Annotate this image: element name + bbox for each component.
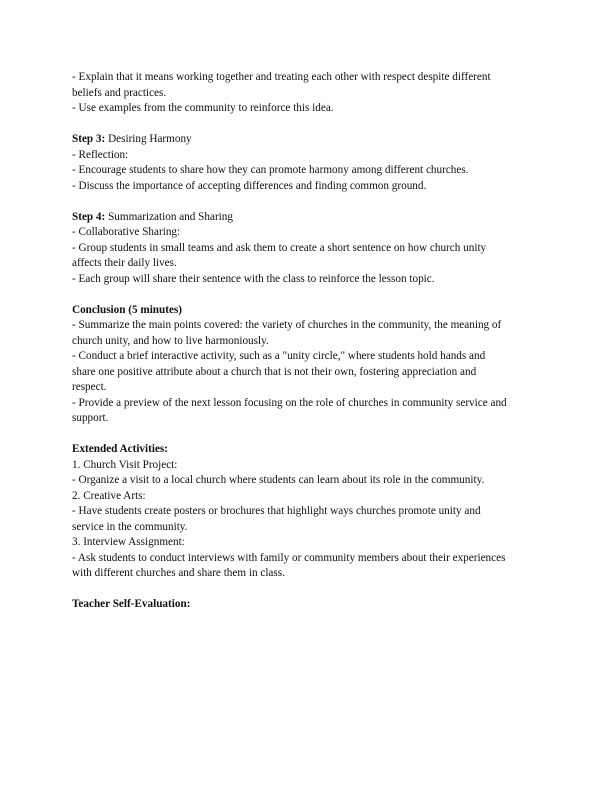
conclusion-section [72, 303, 547, 427]
self-evaluation-heading: Teacher Self-Evaluation: [72, 598, 191, 610]
step4-item: affects their daily lives. [72, 257, 177, 269]
spacer [72, 427, 547, 443]
step4-section [72, 210, 547, 288]
step3-item: - Discuss the importance of accepting differences and finding common ground. [72, 179, 427, 192]
step3-title: Desiring Harmony [105, 133, 192, 145]
step3-label: Step 3: [72, 133, 106, 145]
spacer [72, 582, 547, 598]
step4-item: - Collaborative Sharing: [72, 226, 181, 238]
extended-item: service in the community. [72, 520, 188, 533]
intro-section [72, 70, 547, 117]
extended-heading: Extended Activities: [72, 443, 169, 455]
conclusion-item: support. [72, 412, 109, 424]
extended-item: 1. Church Visit Project: [72, 458, 178, 471]
extended-item: 2. Creative Arts: [72, 489, 146, 502]
spacer [72, 117, 547, 133]
self-evaluation-section [72, 597, 547, 613]
document-page [72, 70, 547, 613]
extended-item: - Have students create posters or brochures that highlight ways churches promote unity and [72, 505, 481, 517]
extended-activities-section [72, 442, 547, 582]
conclusion-item: respect. [72, 381, 107, 393]
step4-title: Summarization and Sharing [105, 210, 233, 223]
conclusion-item: church unity, and how to live harmoniously. [72, 334, 269, 347]
step3-item: - Reflection: [72, 148, 129, 161]
conclusion-item: - Provide a preview of the next lesson focusing on the role of churches in community service and [72, 396, 507, 409]
conclusion-item: - Conduct a brief interactive activity, such as a "unity circle," where students hold hands and [72, 350, 486, 362]
step3-heading [72, 132, 547, 148]
extended-item: 3. Interview Assignment: [72, 536, 185, 548]
intro-line-1: - Explain that it means working together and treating each other with respect despite different [72, 71, 491, 83]
step3-section [72, 132, 547, 194]
extended-item: - Organize a visit to a local church where students can learn about its role in the community. [72, 474, 485, 486]
spacer [72, 194, 547, 210]
step4-heading [72, 210, 547, 226]
intro-line-2: beliefs and practices. [72, 86, 167, 99]
step4-item: - Group students in small teams and ask them to create a short sentence on how church unity [72, 241, 487, 254]
conclusion-item: share one positive attribute about a church that is not their own, fostering appreciation and [72, 365, 477, 378]
conclusion-heading: Conclusion (5 minutes) [72, 303, 183, 316]
step4-item: - Each group will share their sentence with the class to reinforce the lesson topic. [72, 272, 435, 285]
extended-item: - Ask students to conduct interviews with family or community members about their experiences [72, 551, 506, 564]
step4-label: Step 4: [72, 210, 106, 223]
spacer [72, 287, 547, 303]
step3-item: - Encourage students to share how they can promote harmony among different churches. [72, 164, 469, 176]
conclusion-item: - Summarize the main points covered: the variety of churches in the community, the meaning of [72, 319, 502, 331]
intro-line-3: - Use examples from the community to reinforce this idea. [72, 102, 334, 114]
extended-item: with different churches and share them in class. [72, 567, 285, 579]
